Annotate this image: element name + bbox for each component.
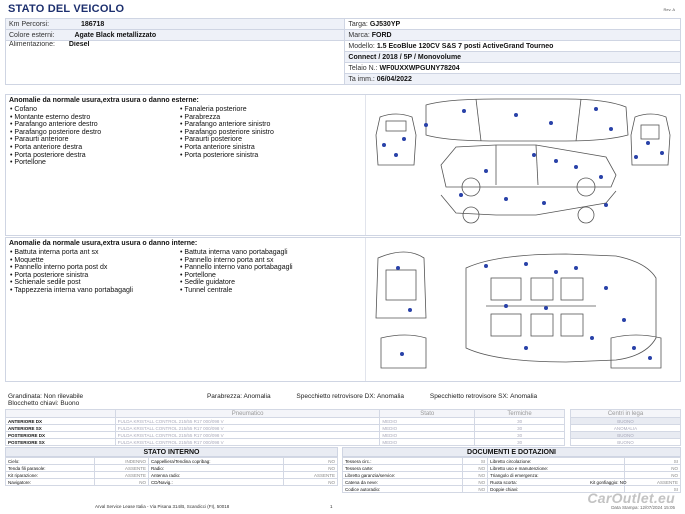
marca-value: FORD [371, 31, 392, 39]
immatricolazione-value: 06/04/2022 [376, 75, 412, 83]
table-row: POSTERIORE DX FULDA KRISTALL CONTROL 215/55 R17 000/098 V MEDIO 30 [6, 432, 565, 439]
table-row: BUONO [571, 418, 681, 425]
table-row: Tessera circ.: SI Libretto circolazione: SI [343, 458, 681, 465]
table-row: Codice autoradio: NO Doppie chiavi: SI [343, 486, 681, 493]
parabrezza-status: Parabrezza: Anomalia [206, 393, 271, 400]
colore-value: Agate Black metallizzato [74, 31, 157, 39]
list-item: • Porta posteriore sinistra [10, 272, 180, 280]
modello-value: 1.5 EcoBlue 120CV S&S 7 posti ActiveGrand Tourneo [376, 42, 554, 50]
status-line-1 [8, 393, 561, 400]
status-line-2 [8, 400, 103, 407]
centri-lega-table [570, 409, 681, 446]
list-item: • Tappezzeria interna vano portabagagli [10, 287, 180, 295]
list-item: • Porta posteriore sinistra [180, 152, 350, 160]
list-item: • Montante esterno destro [10, 114, 180, 122]
list-item: • Battuta interna porta ant sx [10, 249, 180, 257]
table-row: ANOMALIA [571, 425, 681, 432]
list-item: • Battuta interna vano portabagagli [180, 249, 350, 257]
colore-cell: Colore esterni: Agate Black metallizzato [6, 30, 345, 41]
table-row: POSTERIORE SX FULDA KRISTALL CONTROL 215/55 R17 000/098 V MEDIO 30 [6, 439, 565, 446]
page-title: STATO DEL VEICOLO [8, 3, 125, 15]
page-number: 1 [330, 504, 333, 509]
telaio-cell: Telaio N.: WF0UXXWPGUNY78204 [345, 63, 681, 74]
grandinata-status: Grandinata: Non rilevabile [8, 393, 84, 400]
print-date: Data Stampa: 12/07/2024 15:05 [611, 505, 675, 510]
list-item: • Tunnel centrale [180, 287, 350, 295]
list-item: • Fanaleria posteriore [180, 106, 350, 114]
table-row: Kit riparazione: ASSENTE Antenna radio: ASSENTE [6, 472, 338, 479]
table-row: Tessera carte: NO Libretto uso e manutenzione: NO [343, 465, 681, 472]
marca-cell: Marca: FORD [345, 30, 681, 41]
list-item: • Schienale sedile post [10, 279, 180, 287]
list-item: • Parafango posteriore destro [10, 129, 180, 137]
list-item: • Pannello interno vano portabagagli [180, 264, 350, 272]
immatricolazione-cell: Ta imm.: 06/04/2022 [345, 74, 681, 85]
alim-cell: Alimentazione: Diesel [6, 41, 345, 85]
telaio-value: WF0UXXWPGUNY78204 [379, 64, 460, 72]
table-row: ANTERIORE SX FULDA KRISTALL CONTROL 215/55 R17 000/098 V MEDIO 30 [6, 425, 565, 432]
targa-value: GJ530YP [369, 20, 401, 28]
list-item: • Parafango posteriore sinistro [180, 129, 350, 137]
external-damage-list-1 [10, 106, 180, 167]
table-row: Cielo: INDENNO Cappelliera/Tendina copribag: NO [6, 458, 338, 465]
documenti-title: DOCUMENTI E DOTAZIONI [342, 447, 681, 457]
external-damage-section [5, 94, 681, 236]
list-item: • Pannello interno porta post dx [10, 264, 180, 272]
table-row: ANTERIORE DX FULDA KRISTALL CONTROL 215/55 R17 000/098 V MEDIO 30 [6, 418, 565, 425]
internal-damage-section [5, 237, 681, 382]
list-item: • Parafango anteriore destro [10, 121, 180, 129]
list-item: • Portellone [180, 272, 350, 280]
table-row: BUONO [571, 432, 681, 439]
vehicle-info-table [5, 18, 681, 85]
list-item: • Pannello interno porta ant sx [180, 257, 350, 265]
internal-damage-title: Anomalie da normale usura,extra usura o danno interne: [9, 240, 198, 247]
external-damage-list-2 [180, 106, 350, 167]
stato-interno-title: STATO INTERNO [5, 447, 338, 457]
specchietto-sx-status: Specchietto retrovisore SX: Anomalia [429, 393, 538, 400]
modello-cell: Modello: 1.5 EcoBlue 120CV S&S 7 posti ActiveGrand Tourneo [345, 41, 681, 52]
list-item: • Parabrezza [180, 114, 350, 122]
exterior-car-diagram [366, 95, 680, 235]
list-item: • Portellone [10, 159, 180, 167]
stato-interno-table [5, 457, 338, 486]
external-damage-title: Anomalie da normale usura,extra usura o danno esterne: [9, 97, 199, 104]
internal-damage-list-1 [10, 249, 180, 295]
centri-header: Centri in lega [571, 410, 681, 418]
list-item: • Porta anteriore destra [10, 144, 180, 152]
list-item: • Porta posteriore destra [10, 152, 180, 160]
list-item: • Cofano [10, 106, 180, 114]
tyres-table [5, 409, 565, 446]
termiche-header: Termiche [475, 410, 565, 418]
table-row: Catena da neve: NO Ruota scorta: ASSENTE [343, 479, 681, 486]
km-value: 186718 [80, 20, 105, 28]
table-row: Navigatore: NO CD/Navig.: NO [6, 479, 338, 486]
specchietto-dx-status: Specchietto retrovisore DX: Anomalia [296, 393, 405, 400]
stato-header: Stato [380, 410, 475, 418]
kit-gonfiaggio: Kit gonfiaggio: NO [590, 480, 627, 485]
tyre-header: Pneumatico [115, 410, 380, 418]
watermark-logo: CarOutlet.eu [587, 490, 675, 506]
documenti-table [342, 457, 681, 493]
modello-line2-cell: Connect / 2018 / 5P / Monovolume [345, 52, 681, 63]
list-item: • Paraurti posteriore [180, 136, 350, 144]
list-item: • Paraurti anteriore [10, 136, 180, 144]
list-item: • Porta anteriore sinistra [180, 144, 350, 152]
table-row: Tenda fili parasole: ASSENTE Radio: NO [6, 465, 338, 472]
chiavi-status: Blocchetto chiavi: Buono [8, 400, 80, 407]
internal-damage-list-2 [180, 249, 350, 295]
list-item: • Moquette [10, 257, 180, 265]
table-row: Libretto garanzia/service: NO Triangolo di emergenza: NO [343, 472, 681, 479]
footer-address: Arval Service Lease Italia - Via Pisana 314/B, Scandicci (FI), 50018 [95, 504, 230, 509]
list-item: • Sedile guidatore [180, 279, 350, 287]
list-item: • Parafango anteriore sinistro [180, 121, 350, 129]
table-row: BUONO [571, 439, 681, 446]
targa-cell: Targa: GJ530YP [345, 19, 681, 30]
interior-car-diagram [366, 238, 680, 381]
alim-value: Diesel [68, 41, 90, 48]
revision-label: Rev. A [663, 7, 675, 12]
km-cell: Km Percorsi: 186718 [6, 19, 345, 30]
